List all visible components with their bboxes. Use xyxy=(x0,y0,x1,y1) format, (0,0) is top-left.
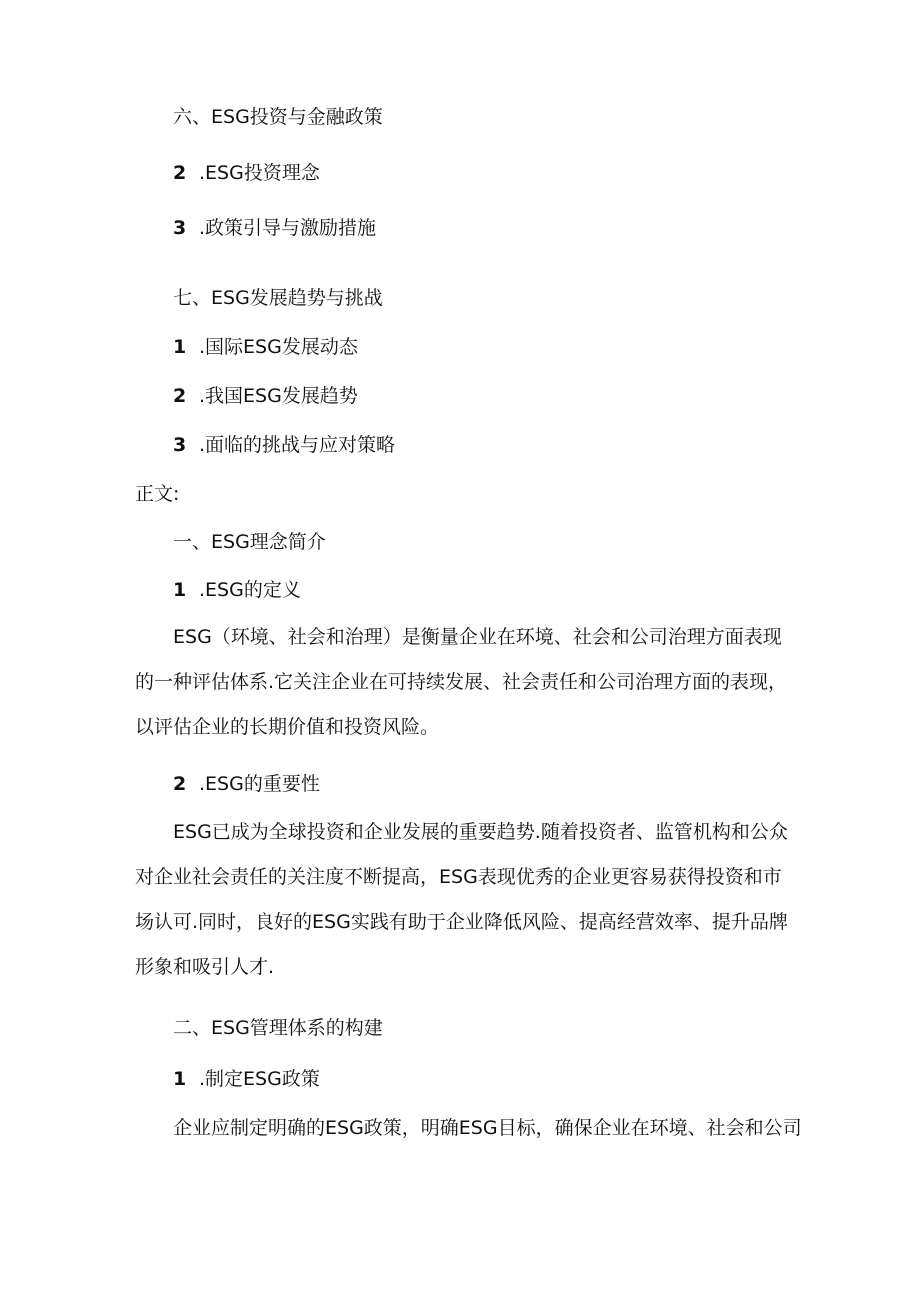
paragraph-line: 场认可.同时，良好的ESG实践有助于企业降低风险、提高经营效率、提升品牌 xyxy=(135,911,788,933)
item-text: .我国ESG发展趋势 xyxy=(199,385,358,407)
section-7-heading: 七、ESG发展趋势与挑战 xyxy=(173,287,383,309)
subsection-esg-policy xyxy=(173,1067,320,1091)
body-label: 正文: xyxy=(135,483,180,505)
item-number: 1 xyxy=(173,579,187,601)
item-number: 1 xyxy=(173,1068,187,1090)
item-text: .ESG的重要性 xyxy=(199,773,320,795)
item-number: 1 xyxy=(173,336,187,358)
item-text: .制定ESG政策 xyxy=(199,1068,320,1090)
toc-item-domestic-esg-trend xyxy=(173,384,358,408)
paragraph-line: ESG（环境、社会和治理）是衡量企业在环境、社会和公司治理方面表现 xyxy=(173,626,782,648)
paragraph-line: 企业应制定明确的ESG政策，明确ESG目标，确保企业在环境、社会和公司 xyxy=(173,1117,802,1139)
item-text: .面临的挑战与应对策略 xyxy=(199,434,396,456)
item-number: 2 xyxy=(173,385,187,407)
paragraph-esg-importance xyxy=(135,810,788,990)
paragraph-line: 的一种评估体系.它关注企业在可持续发展、社会责任和公司治理方面的表现， xyxy=(135,671,788,693)
section-6-heading: 六、ESG投资与金融政策 xyxy=(173,106,383,128)
paragraph-esg-definition xyxy=(135,615,788,750)
item-number: 2 xyxy=(173,162,187,184)
toc-item-challenges xyxy=(173,433,395,457)
paragraph-line: 形象和吸引人才. xyxy=(135,956,275,978)
item-text: .ESG投资理念 xyxy=(199,162,320,184)
paragraph-line: ESG已成为全球投资和企业发展的重要趋势.随着投资者、监管机构和公众 xyxy=(173,821,788,843)
toc-item-esg-investment-concept xyxy=(173,161,320,185)
subsection-esg-importance xyxy=(173,772,320,796)
item-text: .ESG的定义 xyxy=(199,579,301,601)
item-text: .政策引导与激励措施 xyxy=(199,217,377,239)
toc-item-international-esg xyxy=(173,335,358,359)
item-text: .国际ESG发展动态 xyxy=(199,336,358,358)
paragraph-line: 以评估企业的长期价值和投资风险。 xyxy=(135,716,440,738)
paragraph-line: 对企业社会责任的关注度不断提高，ESG表现优秀的企业更容易获得投资和市 xyxy=(135,866,782,888)
section-1-heading: 一、ESG理念简介 xyxy=(173,531,326,553)
item-number: 3 xyxy=(173,217,187,239)
paragraph-esg-policy xyxy=(135,1106,802,1151)
subsection-esg-definition xyxy=(173,578,301,602)
item-number: 3 xyxy=(173,434,187,456)
toc-item-policy-guidance xyxy=(173,216,376,240)
item-number: 2 xyxy=(173,773,187,795)
section-2-heading: 二、ESG管理体系的构建 xyxy=(173,1017,383,1039)
